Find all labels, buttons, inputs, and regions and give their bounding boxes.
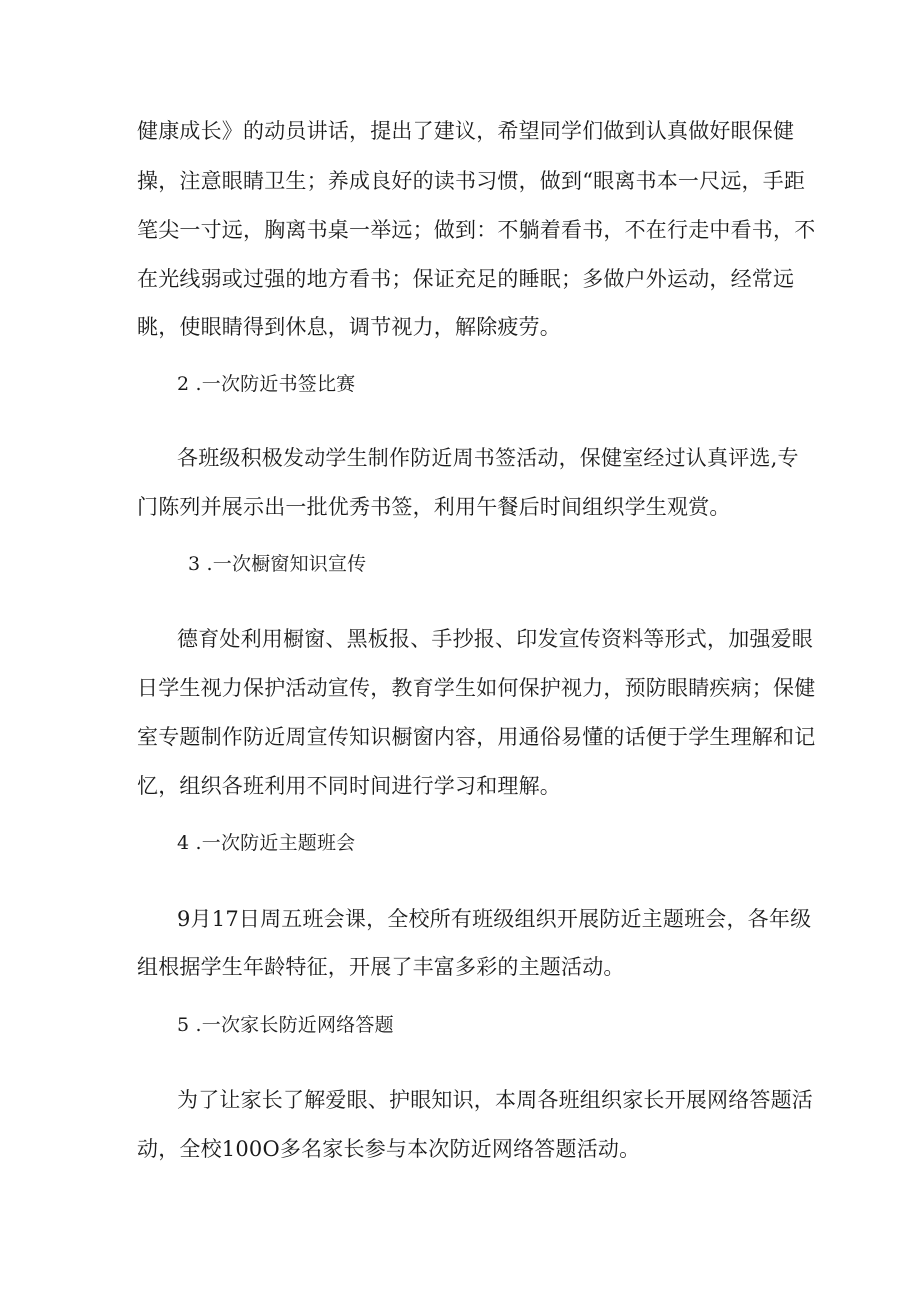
paragraph-2-line-2: 门陈列并展示出一批优秀书签，利用午餐后时间组织学生观赏。 bbox=[137, 495, 731, 519]
paragraph-3-line-2: 日学生视力保护活动宣传，教育学生如何保护视力，预防眼睛疾病；保健 bbox=[137, 676, 816, 700]
section-heading-2: 2 .一次防近书签比赛 bbox=[177, 373, 356, 395]
paragraph-5-line-2: 动，全校100O多名家长参与本次防近网络答题活动。 bbox=[137, 1137, 641, 1161]
paragraph-4-line-1: 9月17日周五班会课，全校所有班级组织开展防近主题班会，各年级 bbox=[177, 907, 812, 931]
paragraph-1-line-2: 操，注意眼睛卫生；养成良好的读书习惯，做到“眼离书本一尺远，手距 bbox=[137, 169, 806, 193]
paragraph-4-line-2: 组根据学生年龄特征，开展了丰富多彩的主题活动。 bbox=[137, 955, 625, 979]
paragraph-1-line-1: 健康成长》的动员讲话，提出了建议，希望同学们做到认真做好眼保健 bbox=[137, 119, 795, 143]
paragraph-3-line-4: 忆，组织各班利用不同时间进行学习和理解。 bbox=[137, 774, 561, 798]
section-heading-4: 4 .一次防近主题班会 bbox=[177, 832, 356, 854]
section-heading-3: 3 .一次橱窗知识宣传 bbox=[188, 553, 367, 575]
paragraph-2-line-1: 各班级积极发动学生制作防近周书签活动，保健室经过认真评选,专 bbox=[177, 446, 799, 470]
section-heading-5: 5 .一次家长防近网络答题 bbox=[177, 1014, 394, 1036]
paragraph-5-line-1: 为了让家长了解爱眼、护眼知识，本周各班组织家长开展网络答题活 bbox=[177, 1088, 813, 1112]
paragraph-1-line-5: 眺，使眼睛得到休息，调节视力，解除疲劳。 bbox=[137, 315, 561, 339]
paragraph-3-line-3: 室专题制作防近周宣传知识橱窗内容，用通俗易懂的话便于学生理解和记 bbox=[137, 725, 816, 749]
paragraph-1-line-3: 笔尖一寸远，胸离书桌一举远；做到：不躺着看书，不在行走中看书，不 bbox=[137, 218, 816, 242]
paragraph-1-line-4: 在光线弱或过强的地方看书；保证充足的睡眠；多做户外运动，经常远 bbox=[137, 267, 795, 291]
paragraph-3-line-1: 德育处利用橱窗、黑板报、手抄报、印发宣传资料等形式，加强爱眼 bbox=[177, 627, 813, 651]
